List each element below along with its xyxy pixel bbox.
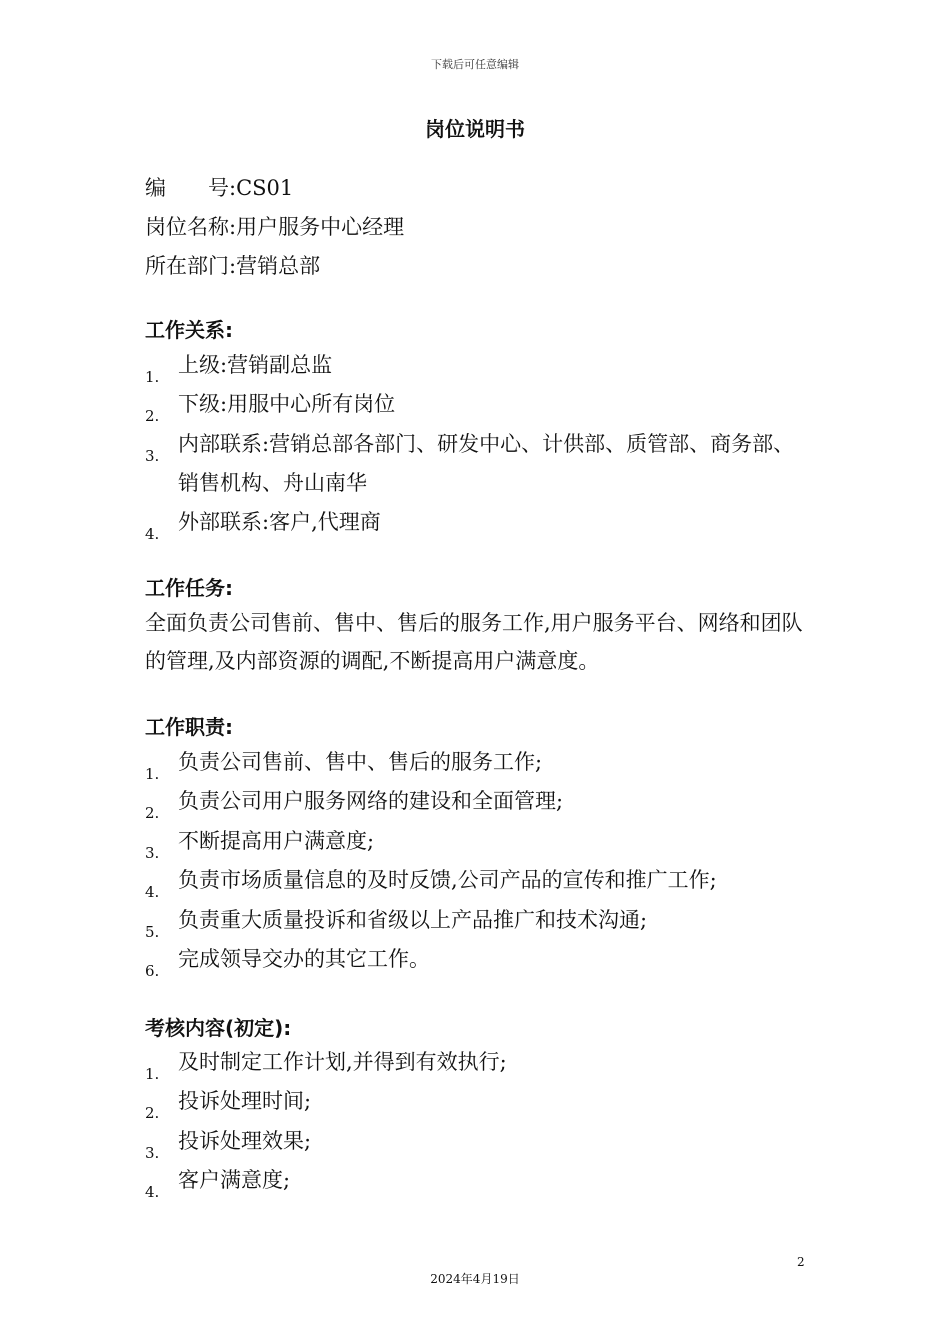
- duties-heading: 工作职责:: [145, 715, 233, 739]
- header-note: 下载后可任意编辑: [431, 58, 519, 71]
- list-number: 3.: [145, 447, 160, 465]
- duty-item: [145, 743, 815, 782]
- relation-item: [145, 385, 815, 424]
- duty-item: [145, 782, 815, 821]
- duty-item: [145, 940, 815, 979]
- tasks-paragraph: 全面负责公司售前、售中、售后的服务工作,用户服务平台、网络和团队的管理,及内部资源的调配,不断提高用户满意度。: [145, 611, 803, 673]
- list-number: 4.: [145, 883, 160, 901]
- assessment-item: [145, 1043, 815, 1082]
- duty-item: [145, 901, 815, 940]
- relations-heading: 工作关系:: [145, 318, 233, 342]
- list-text: 负责公司用户服务网络的建设和全面管理;: [178, 789, 564, 813]
- list-text: 负责重大质量投诉和省级以上产品推广和技术沟通;: [178, 908, 648, 932]
- meta-code: 编 号:CS01: [145, 176, 294, 200]
- list-text: 完成领导交办的其它工作。: [178, 947, 430, 971]
- list-text: 内部联系:营销总部各部门、研发中心、计供部、质管部、商务部、销售机构、舟山南华: [178, 432, 795, 495]
- meta-position: 岗位名称:用户服务中心经理: [145, 215, 405, 239]
- list-number: 4.: [145, 525, 160, 543]
- list-number: 5.: [145, 923, 160, 941]
- list-text: 客户满意度;: [178, 1168, 291, 1192]
- list-text: 及时制定工作计划,并得到有效执行;: [178, 1050, 507, 1074]
- relation-item: [145, 503, 815, 542]
- footer-date: 2024年4月19日: [430, 1272, 520, 1286]
- relation-item: [145, 346, 815, 385]
- list-text: 投诉处理时间;: [178, 1089, 312, 1113]
- list-text: 负责市场质量信息的及时反馈,公司产品的宣传和推广工作;: [178, 868, 717, 892]
- assessment-heading: 考核内容(初定):: [145, 1016, 292, 1040]
- relation-item: [145, 425, 815, 503]
- list-number: 2.: [145, 1104, 160, 1122]
- assessment-item: [145, 1161, 815, 1200]
- list-text: 外部联系:客户,代理商: [178, 510, 381, 534]
- list-text: 下级:用服中心所有岗位: [178, 392, 396, 416]
- tasks-heading: 工作任务:: [145, 576, 233, 600]
- list-number: 2.: [145, 804, 160, 822]
- list-text: 投诉处理效果;: [178, 1129, 312, 1153]
- list-text: 上级:营销副总监: [178, 353, 333, 377]
- list-number: 6.: [145, 962, 160, 980]
- page-number: 2: [797, 1255, 805, 1269]
- list-number: 3.: [145, 1144, 160, 1162]
- document-title: 岗位说明书: [425, 117, 525, 141]
- list-number: 3.: [145, 844, 160, 862]
- list-number: 4.: [145, 1183, 160, 1201]
- list-text: 不断提高用户满意度;: [178, 829, 375, 853]
- list-number: 2.: [145, 407, 160, 425]
- meta-department: 所在部门:营销总部: [145, 254, 321, 278]
- list-text: 负责公司售前、售中、售后的服务工作;: [178, 750, 543, 774]
- list-number: 1.: [145, 368, 160, 386]
- list-number: 1.: [145, 765, 160, 783]
- list-number: 1.: [145, 1065, 160, 1083]
- assessment-item: [145, 1122, 815, 1161]
- duty-item: [145, 861, 815, 900]
- duty-item: [145, 822, 815, 861]
- assessment-item: [145, 1082, 815, 1121]
